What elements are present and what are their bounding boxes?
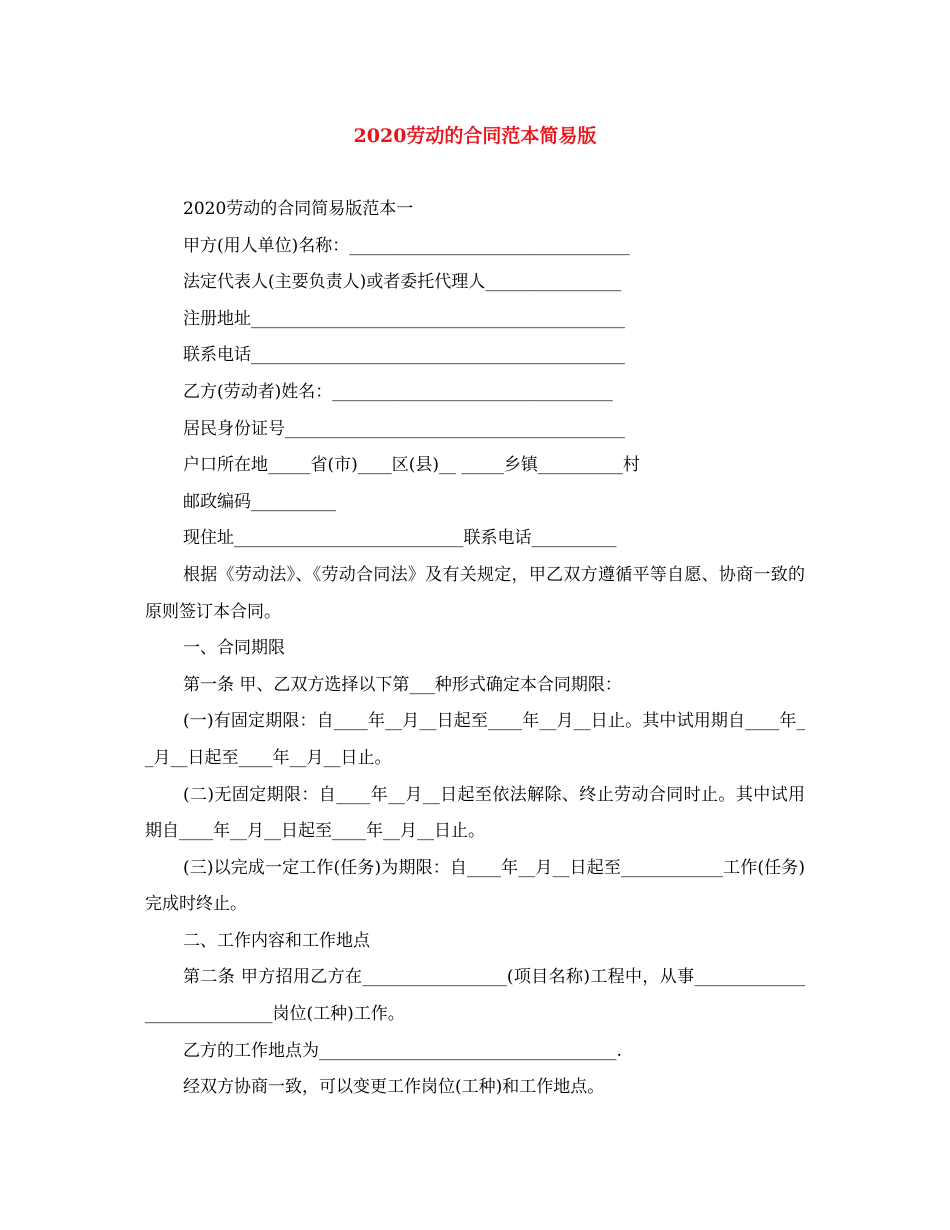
paragraph-legal-representative: 法定代表人(主要负责人)或者委托代理人________________	[183, 272, 622, 293]
paragraph-task-term: (三)以完成一定工作(任务)为期限：自____年__月__日起至____________工作(任务)完成时终止。	[145, 857, 805, 915]
paragraph-change-agreement: 经双方协商一致，可以变更工作岗位(工种)和工作地点。	[183, 1077, 605, 1098]
paragraph-household-registration: 户口所在地_____省(市)____区(县)__ _____乡镇__________村	[183, 455, 640, 476]
section-heading-contract-term: 一、合同期限	[183, 638, 285, 659]
document-body	[145, 191, 805, 1106]
paragraph-fixed-term: (一)有固定期限：自____年__月__日起至____年__月__日止。其中试用期自____年__月__日起至____年__月__日止。	[145, 711, 805, 768]
paragraph-registered-address: 注册地址____________________________________________	[183, 308, 625, 329]
paragraph-postal-code: 邮政编码__________	[183, 491, 336, 512]
paragraph-employer-name: 甲方(用人单位)名称：_________________________________	[183, 235, 630, 256]
paragraph-article-2: 第二条 甲方招用乙方在_________________(项目名称)工程中，从事____________________________岗位(工种)工作。	[145, 967, 805, 1025]
document-title: 2020劳动的合同范本简易版	[353, 125, 597, 147]
paragraph-current-address: 现住址___________________________联系电话__________	[183, 528, 617, 549]
section-heading-work-content: 二、工作内容和工作地点	[183, 930, 370, 951]
paragraph-version-heading: 2020劳动的合同简易版范本一	[183, 199, 414, 219]
paragraph-open-term: (二)无固定期限：自____年__月__日起至依法解除、终止劳动合同时止。其中试用期自____年__月__日起至____年__月__日止。	[145, 784, 805, 842]
paragraph-work-location: 乙方的工作地点为___________________________________.	[183, 1040, 622, 1061]
paragraph-id-number: 居民身份证号________________________________________	[183, 418, 625, 439]
paragraph-legal-basis: 根据《劳动法》、《劳动合同法》及有关规定，甲乙双方遵循平等自愿、协商一致的原则签订本合同。	[145, 564, 805, 622]
paragraph-article-1: 第一条 甲、乙双方选择以下第___种形式确定本合同期限：	[183, 674, 622, 695]
paragraph-employer-phone: 联系电话____________________________________________	[183, 345, 625, 366]
paragraph-employee-name: 乙方(劳动者)姓名：_________________________________	[183, 381, 613, 402]
